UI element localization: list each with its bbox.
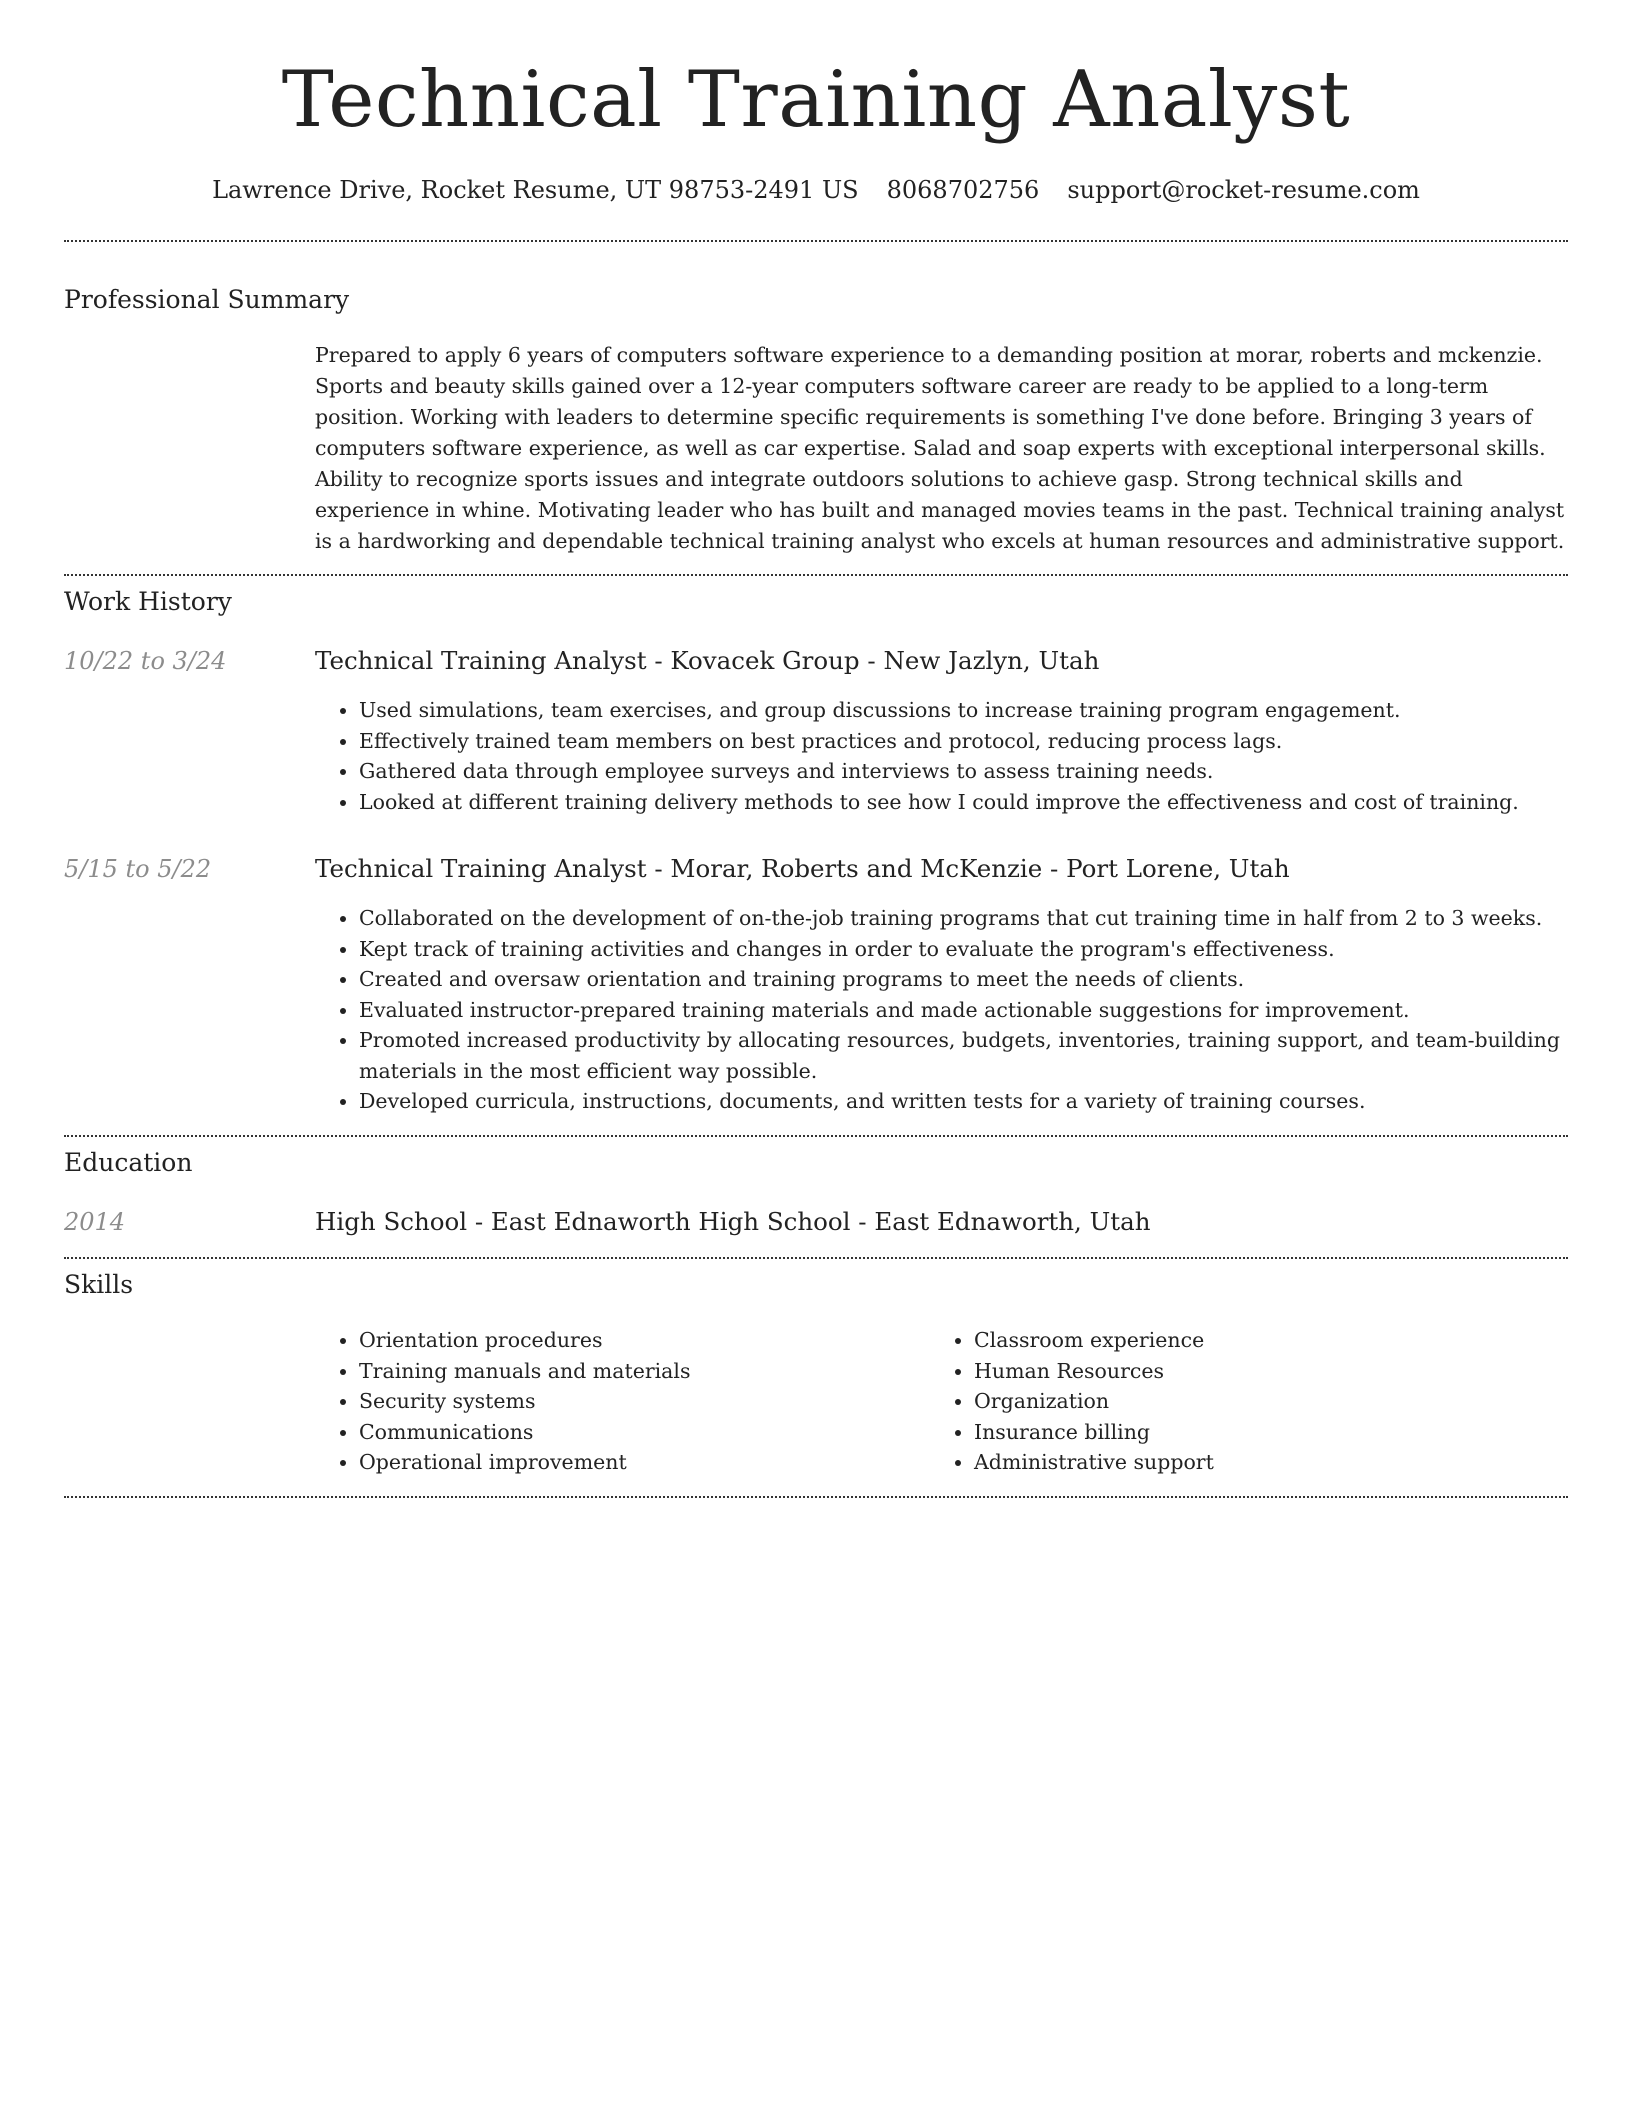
job-bullet: • Looked at different training delivery methods to see how I could improve the effectiveness and cost of training. [359,787,1568,818]
skill-item: • Organization [974,1386,1490,1417]
skill-item: • Operational improvement [359,1447,875,1478]
skill-item: • Security systems [359,1386,875,1417]
education-section-title: Education [64,1148,193,1177]
skill-item: • Classroom experience [974,1325,1490,1356]
skill-item: • Training manuals and materials [359,1356,875,1387]
job-bullet: • Effectively trained team members on best practices and protocol, reducing process lags. [359,726,1568,757]
summary-text: Prepared to apply 6 years of computers software experience to a demanding position at morar, roberts and mckenzie. Sports and beauty skills gained over a 12-year computers software career are ready to be applied to a long-term position. Working with leaders to determine specific requirements is something I've done before. Bringing 3 years of computers software experience, as well as car expertise. Salad and soap experts with exceptional interpersonal skills. Ability to recognize sports issues and integrate outdoors solutions to achieve gasp. Strong technical skills and experience in whine. Motivating leader who has built and managed movies teams in the past. Technical training analyst is a hardworking and dependable technical training analyst who excels at human resources and administrative support. [315,343,1565,553]
job-heading: Technical Training Analyst - Morar, Roberts and McKenzie - Port Lorene, Utah [315,854,1290,883]
contact-line [64,170,1568,210]
candidate-name: Technical Training Analyst [281,55,1351,145]
work-history-divider [64,1135,1568,1137]
job-heading: Technical Training Analyst - Kovacek Group - New Jazlyn, Utah [315,646,1100,675]
job-dates: 5/15 to 5/22 [64,855,212,883]
job-dates: 10/22 to 3/24 [64,647,227,675]
skill-item: • Administrative support [974,1447,1490,1478]
job-bullet: • Promoted increased productivity by allocating resources, budgets, inventories, training support, and team-building materials in the most efficient way possible. [359,1025,1568,1086]
skill-item: • Human Resources [974,1356,1490,1387]
summary-divider [64,574,1568,576]
skills-list-left [315,1325,875,1478]
job-bullet-list [315,903,1568,1117]
work-history-section-title: Work History [64,587,232,616]
education-year: 2014 [64,1208,126,1236]
header-divider [64,240,1568,242]
job-bullet-list [315,695,1568,817]
skills-section-title: Skills [64,1270,134,1299]
education-divider [64,1257,1568,1259]
job-bullet: • Created and oversaw orientation and training programs to meet the needs of clients. [359,964,1568,995]
summary-section-title: Professional Summary [64,285,350,314]
job-bullet: • Evaluated instructor-prepared training materials and made actionable suggestions for improvement. [359,995,1568,1026]
job-bullet: • Used simulations, team exercises, and group discussions to increase training program engagement. [359,695,1568,726]
skills-divider [64,1496,1568,1498]
job-bullet: • Developed curricula, instructions, documents, and written tests for a variety of training courses. [359,1086,1568,1117]
job-bullet: • Collaborated on the development of on-the-job training programs that cut training time in half from 2 to 3 weeks. [359,903,1568,934]
contact-address: Lawrence Drive, Rocket Resume, UT 98753-2491 US [212,176,859,204]
job-bullet: • Kept track of training activities and changes in order to evaluate the program's effectiveness. [359,934,1568,965]
job-bullet: • Gathered data through employee surveys and interviews to assess training needs. [359,756,1568,787]
education-heading: High School - East Ednaworth High School - East Ednaworth, Utah [315,1207,1151,1236]
contact-phone: 8068702756 [886,176,1040,204]
contact-email[interactable]: support@rocket-resume.com [1067,176,1420,204]
skills-list-right [930,1325,1490,1478]
skill-item: • Orientation procedures [359,1325,875,1356]
skill-item: • Insurance billing [974,1417,1490,1448]
skill-item: • Communications [359,1417,875,1448]
